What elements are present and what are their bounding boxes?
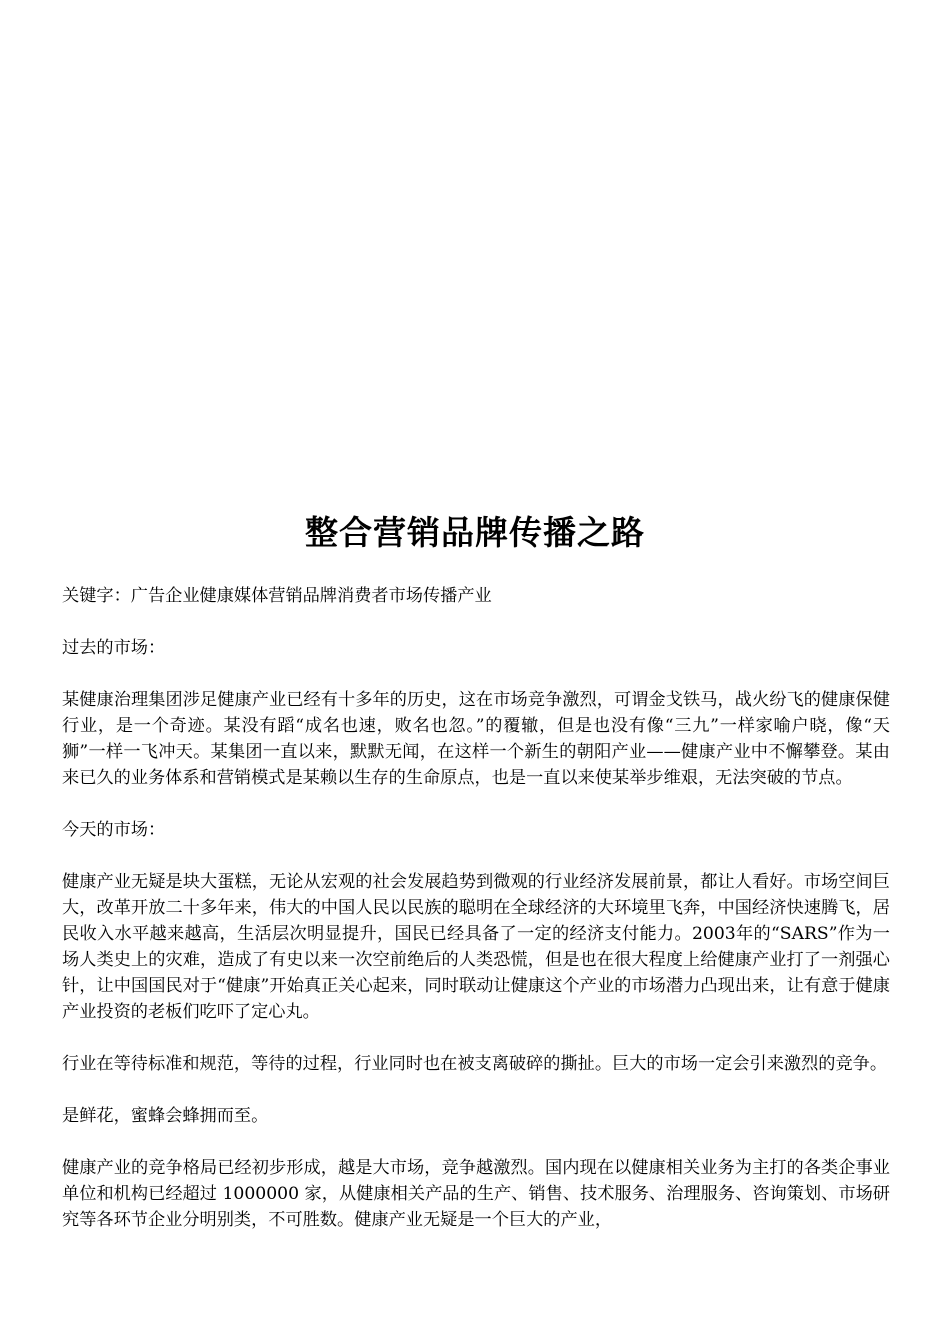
body-paragraph: 行业在等待标准和规范，等待的过程，行业同时也在被支离破碎的撕扯。巨大的市场一定会引来激烈的竞争。 [62,1054,888,1074]
body-paragraph: 健康产业无疑是块大蛋糕，无论从宏观的社会发展趋势到微观的行业经济发展前景，都让人看好。市场空间巨大，改革开放二十多年来，伟大的中国人民以民族的聪明在全球经济的大环境里飞奔，中国经济快速腾飞，居民收入水平越来越高，生活层次明显提升，国民已经具备了一定的经济支付能力。2003年的“SARS”作为一场人类史上的灾难，造成了有史以来一次空前绝后的人类恐慌，但是也在很大程度上给健康产业打了一剂强心针，让中国国民对于“健康”开始真正关心起来，同时联动让健康这个产业的市场潜力凸现出来，让有意于健康产业投资的老板们吃吓了定心丸。 [62,872,890,1022]
body-paragraph: 是鲜花，蜜蜂会蜂拥而至。 [62,1106,269,1126]
section-heading-today-market: 今天的市场： [62,820,166,840]
document-title: 整合营销品牌传播之路 [305,513,645,553]
body-paragraph: 健康产业的竞争格局已经初步形成，越是大市场，竞争越激烈。国内现在以健康相关业务为主打的各类企事业单位和机构已经超过 1000000 家，从健康相关产品的生产、销售、技术服务、治理服务、咨询策划、市场研究等各环节企业分明别类，不可胜数。健康产业无疑是一个巨大的产业， [62,1158,890,1230]
document-body [62,583,890,1233]
section-heading-past-market: 过去的市场： [62,638,166,658]
body-paragraph: 某健康治理集团涉足健康产业已经有十多年的历史，这在市场竞争激烈，可谓金戈铁马，战火纷飞的健康保健行业，是一个奇迹。某没有蹈“成名也速，败名也忽。”的覆辙，但是也没有像“三九”一样家喻户晓，像“天狮”一样一飞冲天。某集团一直以来，默默无闻，在这样一个新生的朝阳产业——健康产业中不懈攀登。某由来已久的业务体系和营销模式是某赖以生存的生命原点，也是一直以来使某举步维艰，无法突破的节点。 [62,690,890,788]
keywords-paragraph: 关键字：广告企业健康媒体营销品牌消费者市场传播产业 [62,586,492,606]
